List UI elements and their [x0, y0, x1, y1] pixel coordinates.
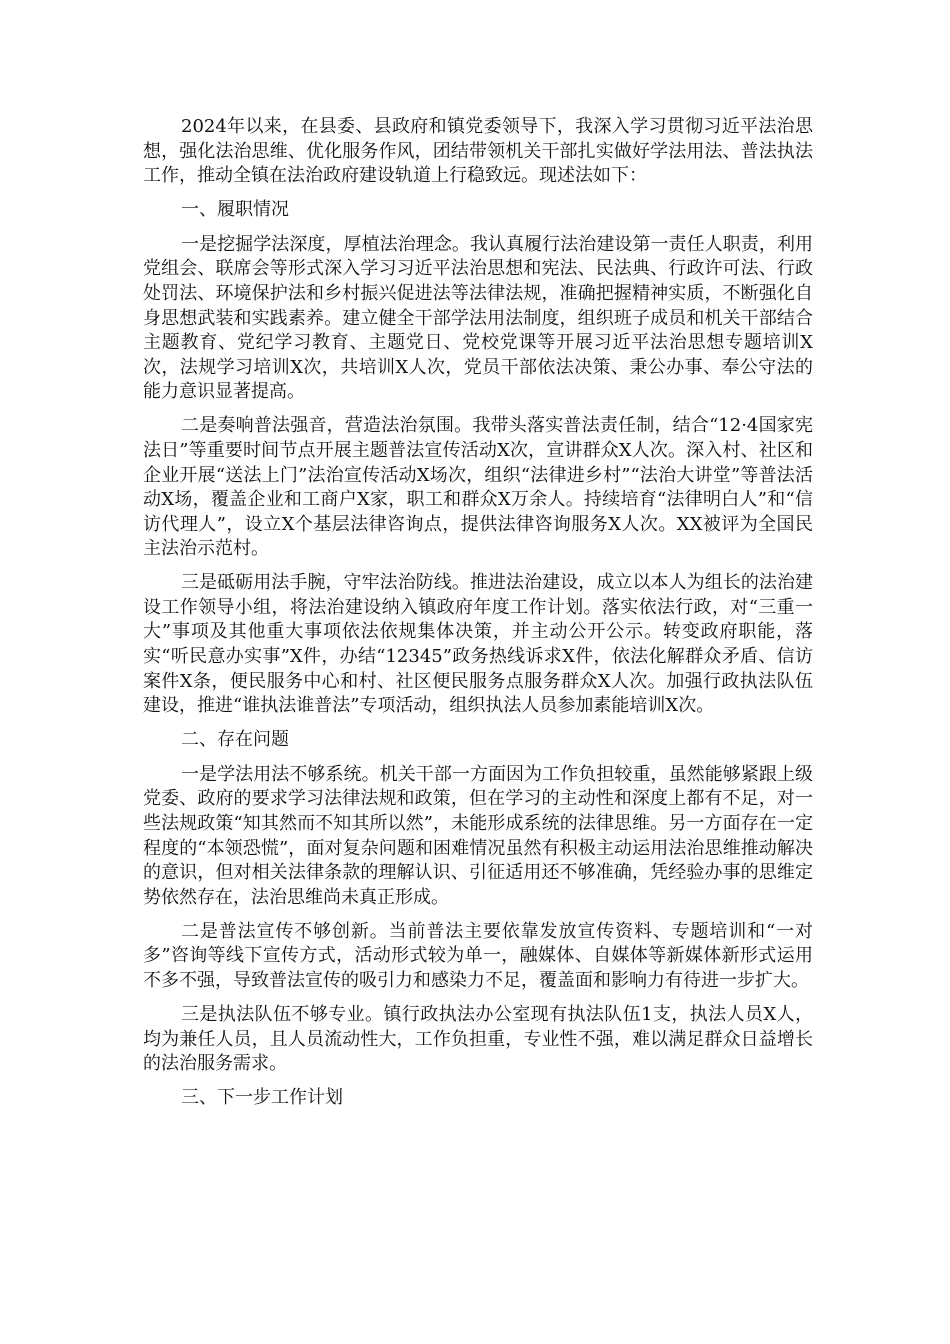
paragraph-publicize-law: 二是奏响普法强音，营造法治氛围。我带头落实普法责任制，结合“12·4国家宪法日”等重要时间节点开展主题普法宣传活动X次，宣讲群众X人次。深入村、社区和企业开展“送法上门”法治宣传活动X场次，组织“法律进乡村”“法治大讲堂”等普法活动X场，覆盖企业和工商户X家，职工和群众X万余人。持续培育“法律明白人”和“信访代理人”，设立X个基层法律咨询点，提供法律咨询服务X人次。XX被评为全国民主法治示范村。 [143, 415, 813, 560]
paragraph-study-law: 一是挖掘学法深度，厚植法治理念。我认真履行法治建设第一责任人职责，利用党组会、联席会等形式深入学习习近平法治思想和宪法、民法典、行政许可法、行政处罚法、环境保护法和乡村振兴促进法等法律法规，准确把握精神实质，不断强化自身思想武装和实践素养。建立健全干部学法用法制度，组织班子成员和机关干部结合主题教育、党纪学习教育、主题党日、党校党课等开展习近平法治思想专题培训X次，法规学习培训X次，共培训X人次，党员干部依法决策、秉公办事、奉公守法的能力意识显著提高。 [143, 233, 813, 403]
paragraph-problem-publicity: 二是普法宣传不够创新。当前普法主要依靠发放宣传资料、专题培训和“一对多”咨询等线下宣传方式，活动形式较为单一，融媒体、自媒体等新媒体新形式运用不多不强，导致普法宣传的吸引力和感染力不足，覆盖面和影响力有待进一步扩大。 [143, 920, 813, 991]
section-heading-problems: 二、存在问题 [181, 729, 289, 751]
paragraph-problem-study: 一是学法用法不够系统。机关干部一方面因为工作负担较重，虽然能够紧跟上级党委、政府的要求学习法律法规和政策，但在学习的主动性和深度上都有不足，对一些法规政策“知其然而不知其所以然”，未能形成系统的法律思维。另一方面存在一定程度的“本领恐慌”，面对复杂问题和困难情况虽然有积极主动运用法治思维推动解决的意识，但对相关法律条款的理解认识、引征适用还不够准确，凭经验办事的思维定势依然存在，法治思维尚未真正形成。 [143, 763, 813, 908]
paragraph-problem-team: 三是执法队伍不够专业。镇行政执法办公室现有执法队伍1支，执法人员X人，均为兼任人员，且人员流动性大，工作负担重，专业性不强，难以满足群众日益增长的法治服务需求。 [143, 1003, 813, 1075]
paragraph-apply-law: 三是砥砺用法手腕，守牢法治防线。推进法治建设，成立以本人为组长的法治建设工作领导小组，将法治建设纳入镇政府年度工作计划。落实依法行政，对“三重一大”事项及其他重大事项依法依规集体决策，并主动公开公示。转变政府职能，落实“听民意办实事”X件，办结“12345”政务热线诉求X件，依法化解群众矛盾、信访案件X条，便民服务中心和村、社区便民服务点服务群众X人次。加强行政执法队伍建设，推进“谁执法谁普法”专项活动，组织执法人员参加素能培训X次。 [143, 572, 813, 717]
intro-paragraph: 2024年以来，在县委、县政府和镇党委领导下，我深入学习贯彻习近平法治思想，强化法治思维、优化服务作风，团结带领机关干部扎实做好学法用法、普法执法工作，推动全镇在法治政府建设轨道上行稳致远。现述法如下： [143, 116, 813, 187]
section-heading-performance: 一、履职情况 [181, 199, 289, 221]
section-heading-next-steps: 三、下一步工作计划 [181, 1087, 343, 1109]
document-body [143, 115, 813, 1121]
